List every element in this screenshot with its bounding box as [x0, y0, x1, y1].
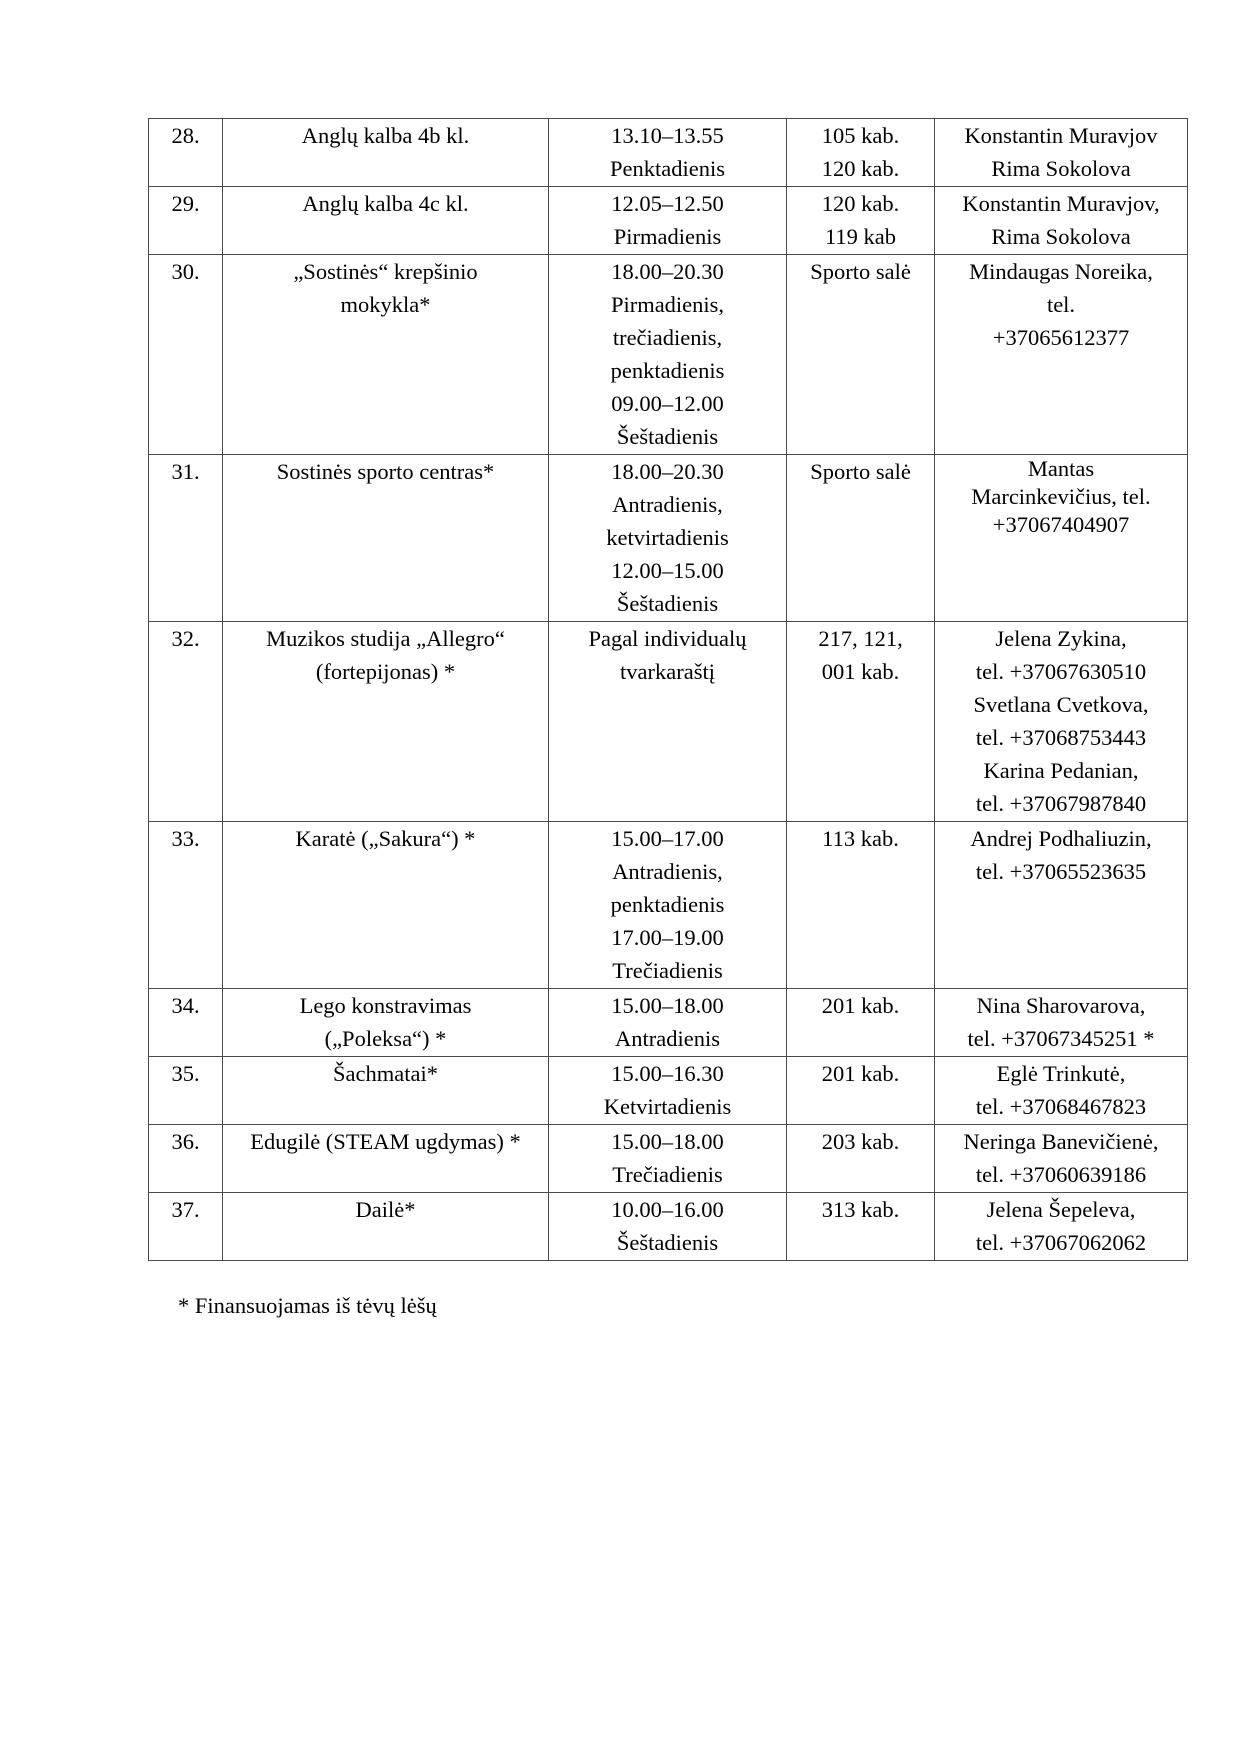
activity-time: 18.00–20.30 Pirmadienis, trečiadienis, penktadienis 09.00–12.00 Šeštadienis — [549, 255, 787, 455]
activity-name: Anglų kalba 4b kl. — [223, 119, 549, 187]
table-row — [149, 255, 1188, 455]
activity-name: Edugilė (STEAM ugdymas) * — [223, 1125, 549, 1193]
activity-name: Lego konstravimas („Poleksa“) * — [223, 989, 549, 1057]
row-number: 30. — [149, 255, 223, 455]
row-number: 36. — [149, 1125, 223, 1193]
activity-time: 12.05–12.50 Pirmadienis — [549, 187, 787, 255]
activity-room: 201 kab. — [787, 1057, 935, 1125]
table-row — [149, 989, 1188, 1057]
row-number: 28. — [149, 119, 223, 187]
activities-table — [148, 118, 1188, 1261]
row-number: 31. — [149, 455, 223, 622]
activity-time: 18.00–20.30 Antradienis, ketvirtadienis 12.00–15.00 Šeštadienis — [549, 455, 787, 622]
activity-contact: Andrej Podhaliuzin, tel. +37065523635 — [935, 822, 1188, 989]
row-number: 29. — [149, 187, 223, 255]
activity-room: 313 kab. — [787, 1193, 935, 1261]
activity-name: Muzikos studija „Allegro“ (fortepijonas) * — [223, 622, 549, 822]
activity-name: Sostinės sporto centras* — [223, 455, 549, 622]
activity-time: 15.00–16.30 Ketvirtadienis — [549, 1057, 787, 1125]
row-number: 37. — [149, 1193, 223, 1261]
row-number: 32. — [149, 622, 223, 822]
table-row — [149, 822, 1188, 989]
table-row — [149, 1193, 1188, 1261]
activity-contact: Konstantin Muravjov, Rima Sokolova — [935, 187, 1188, 255]
table-row — [149, 1057, 1188, 1125]
activity-name: Anglų kalba 4c kl. — [223, 187, 549, 255]
row-number: 33. — [149, 822, 223, 989]
activity-contact: Nina Sharovarova, tel. +37067345251 * — [935, 989, 1188, 1057]
activity-time: 13.10–13.55 Penktadienis — [549, 119, 787, 187]
activities-table-body — [149, 119, 1188, 1261]
activity-name: Šachmatai* — [223, 1057, 549, 1125]
row-number: 35. — [149, 1057, 223, 1125]
activity-time: 15.00–17.00 Antradienis, penktadienis 17.00–19.00 Trečiadienis — [549, 822, 787, 989]
table-row — [149, 187, 1188, 255]
activity-room: Sporto salė — [787, 455, 935, 622]
activity-room: 113 kab. — [787, 822, 935, 989]
activity-room: 217, 121, 001 kab. — [787, 622, 935, 822]
table-row — [149, 622, 1188, 822]
activity-room: 105 kab. 120 kab. — [787, 119, 935, 187]
table-row — [149, 455, 1188, 622]
activity-name: „Sostinės“ krepšinio mokykla* — [223, 255, 549, 455]
row-number: 34. — [149, 989, 223, 1057]
activity-time: 15.00–18.00 Antradienis — [549, 989, 787, 1057]
activity-contact: Eglė Trinkutė, tel. +37068467823 — [935, 1057, 1188, 1125]
activity-contact: Mindaugas Noreika, tel. +37065612377 — [935, 255, 1188, 455]
activity-contact: Neringa Banevičienė, tel. +37060639186 — [935, 1125, 1188, 1193]
activity-room: Sporto salė — [787, 255, 935, 455]
activity-name: Karatė („Sakura“) * — [223, 822, 549, 989]
activity-contact: Jelena Šepeleva, tel. +37067062062 — [935, 1193, 1188, 1261]
activity-time: 15.00–18.00 Trečiadienis — [549, 1125, 787, 1193]
activity-contact: Konstantin Muravjov Rima Sokolova — [935, 119, 1188, 187]
table-row — [149, 119, 1188, 187]
activity-room: 203 kab. — [787, 1125, 935, 1193]
activity-name: Dailė* — [223, 1193, 549, 1261]
footnote: * Finansuojamas iš tėvų lėšų — [178, 1293, 437, 1318]
activity-contact: Jelena Zykina, tel. +37067630510 Svetlana Cvetkova, tel. +37068753443 Karina Pedanian, tel. +37067987840 — [935, 622, 1188, 822]
activity-time: 10.00–16.00 Šeštadienis — [549, 1193, 787, 1261]
activity-time: Pagal individualų tvarkaraštį — [549, 622, 787, 822]
table-row — [149, 1125, 1188, 1193]
activity-room: 120 kab. 119 kab — [787, 187, 935, 255]
activity-room: 201 kab. — [787, 989, 935, 1057]
activity-contact: Mantas Marcinkevičius, tel. +37067404907 — [935, 455, 1188, 622]
